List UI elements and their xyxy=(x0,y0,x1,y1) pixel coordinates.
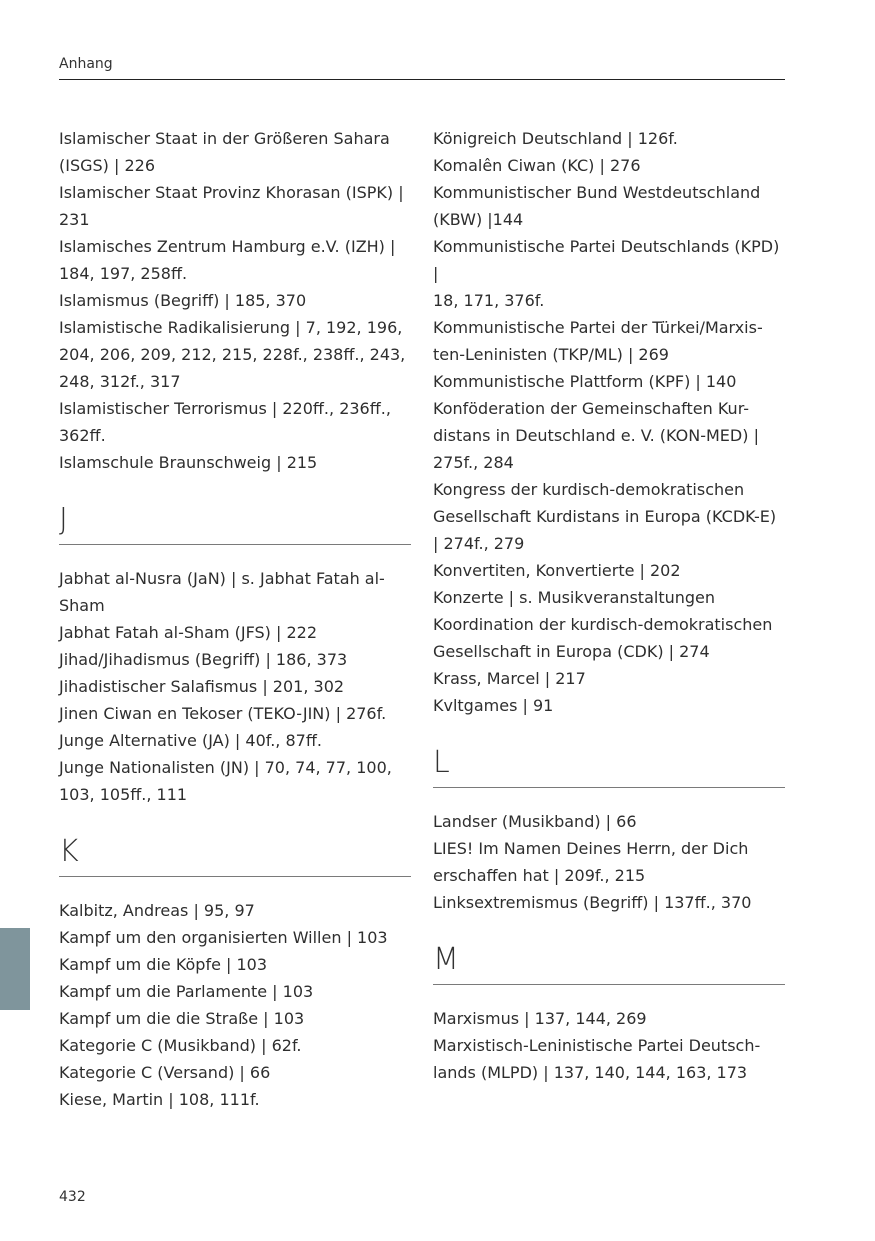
entries-l xyxy=(433,808,785,916)
index-entry-line: Islamistische Radikalisierung | 7, 192, 196, xyxy=(59,318,403,337)
index-entry-line: Jihad/Jihadismus (Begriff) | 186, 373 xyxy=(59,650,348,669)
letter-heading-l: L xyxy=(433,745,450,780)
index-entry-line: Kalbitz, Andreas | 95, 97 xyxy=(59,901,255,920)
letter-rule xyxy=(59,876,411,877)
index-entry-line: | 274f., 279 xyxy=(433,534,525,553)
index-entry-line: Jabhat al-Nusra (JaN) | s. Jabhat Fatah al- xyxy=(59,569,385,588)
index-entry-line: Islamistischer Terrorismus | 220ff., 236ff., xyxy=(59,399,391,418)
index-entry-line: Islamisches Zentrum Hamburg e.V. (IZH) | xyxy=(59,237,396,256)
entries-m xyxy=(433,1005,785,1086)
index-entry-line: Kommunistische Partei der Türkei/Marxis- xyxy=(433,318,763,337)
index-entry-line: Jinen Ciwan en Tekoser (TEKO-JIN) | 276f. xyxy=(59,704,387,723)
index-entry-line: Kommunistische Partei Deutschlands (KPD) | xyxy=(433,237,780,283)
index-entry-line: Komalên Ciwan (KC) | 276 xyxy=(433,156,641,175)
index-entry-line: Konföderation der Gemeinschaften Kur- xyxy=(433,399,750,418)
index-entry-line: Kategorie C (Versand) | 66 xyxy=(59,1063,271,1082)
index-entry-line: LIES! Im Namen Deines Herrn, der Dich xyxy=(433,839,749,858)
index-entry-line: 18, 171, 376f. xyxy=(433,291,545,310)
index-entry-line: Konzerte | s. Musikveranstaltungen xyxy=(433,588,716,607)
index-entry-line: 184, 197, 258ff. xyxy=(59,264,188,283)
letter-rule xyxy=(433,787,785,788)
index-entry-line: Jabhat Fatah al-Sham (JFS) | 222 xyxy=(59,623,318,642)
index-entry-line: Krass, Marcel | 217 xyxy=(433,669,586,688)
header-rule xyxy=(59,79,785,80)
index-entry-line: Marxistisch-Leninistische Partei Deutsch- xyxy=(433,1036,761,1055)
index-entry-line: 103, 105ff., 111 xyxy=(59,785,188,804)
entries-i xyxy=(59,125,411,476)
page-number: 432 xyxy=(59,1189,86,1205)
index-entry-line: Kongress der kurdisch-demokratischen xyxy=(433,480,745,499)
index-entry-line: 231 xyxy=(59,210,90,229)
index-entry-line: Kommunistischer Bund Westdeutschland xyxy=(433,183,761,202)
index-entry-line: Sham xyxy=(59,596,105,615)
letter-rule xyxy=(59,544,411,545)
index-entry-line: Islamischer Staat Provinz Khorasan (ISPK) | xyxy=(59,183,404,202)
index-entry-line: Gesellschaft in Europa (CDK) | 274 xyxy=(433,642,710,661)
index-entry-line: (ISGS) | 226 xyxy=(59,156,156,175)
index-entry-line: Junge Nationalisten (JN) | 70, 74, 77, 100, xyxy=(59,758,392,777)
index-entry-line: (KBW) |144 xyxy=(433,210,524,229)
index-entry-line: Jihadistischer Salafismus | 201, 302 xyxy=(59,677,345,696)
index-entry-line: Kampf um den organisierten Willen | 103 xyxy=(59,928,388,947)
running-header-label: Anhang xyxy=(59,56,113,72)
index-entry-line: Kategorie C (Musikband) | 62f. xyxy=(59,1036,302,1055)
index-entry-line: 362ff. xyxy=(59,426,106,445)
section-l xyxy=(433,745,785,916)
right-column xyxy=(433,125,785,1086)
index-entry-line: Königreich Deutschland | 126f. xyxy=(433,129,678,148)
index-entry-line: erschaffen hat | 209f., 215 xyxy=(433,866,646,885)
index-entry-line: Islamischer Staat in der Größeren Sahara xyxy=(59,129,390,148)
left-column xyxy=(59,125,411,1113)
index-entry-line: Junge Alternative (JA) | 40f., 87ff. xyxy=(59,731,322,750)
index-entry-line: lands (MLPD) | 137, 140, 144, 163, 173 xyxy=(433,1063,748,1082)
index-entry-line: Kvltgames | 91 xyxy=(433,696,554,715)
index-entry-line: Marxismus | 137, 144, 269 xyxy=(433,1009,647,1028)
letter-heading-j: J xyxy=(59,502,68,537)
index-entry-line: Gesellschaft Kurdistans in Europa (KCDK-E) xyxy=(433,507,777,526)
index-entry-line: ten-Leninisten (TKP/ML) | 269 xyxy=(433,345,669,364)
entries-k-right xyxy=(433,125,785,719)
section-k xyxy=(59,834,411,1113)
index-entry-line: 204, 206, 209, 212, 215, 228f., 238ff., 243, xyxy=(59,345,406,364)
index-entry-line: Linksextremismus (Begriff) | 137ff., 370 xyxy=(433,893,752,912)
letter-heading-m: M xyxy=(433,942,459,977)
index-entry-line: Kampf um die Köpfe | 103 xyxy=(59,955,268,974)
letter-heading-k: K xyxy=(59,834,79,869)
index-entry-line: Islamschule Braunschweig | 215 xyxy=(59,453,318,472)
section-tab-marker xyxy=(0,928,30,1010)
index-entry-line: Kampf um die die Straße | 103 xyxy=(59,1009,305,1028)
index-entry-line: 275f., 284 xyxy=(433,453,514,472)
index-entry-line: 248, 312f., 317 xyxy=(59,372,181,391)
index-entry-line: Kampf um die Parlamente | 103 xyxy=(59,982,314,1001)
index-entry-line: Konvertiten, Konvertierte | 202 xyxy=(433,561,681,580)
index-entry-line: Kiese, Martin | 108, 111f. xyxy=(59,1090,260,1109)
entries-j xyxy=(59,565,411,808)
index-entry-line: Kommunistische Plattform (KPF) | 140 xyxy=(433,372,737,391)
index-entry-line: Landser (Musikband) | 66 xyxy=(433,812,637,831)
index-entry-line: Islamismus (Begriff) | 185, 370 xyxy=(59,291,307,310)
letter-rule xyxy=(433,984,785,985)
entries-k-left xyxy=(59,897,411,1113)
index-entry-line: Koordination der kurdisch-demokratischen xyxy=(433,615,773,634)
section-m xyxy=(433,942,785,1086)
section-j xyxy=(59,502,411,808)
index-entry-line: distans in Deutschland e. V. (KON-MED) | xyxy=(433,426,759,445)
